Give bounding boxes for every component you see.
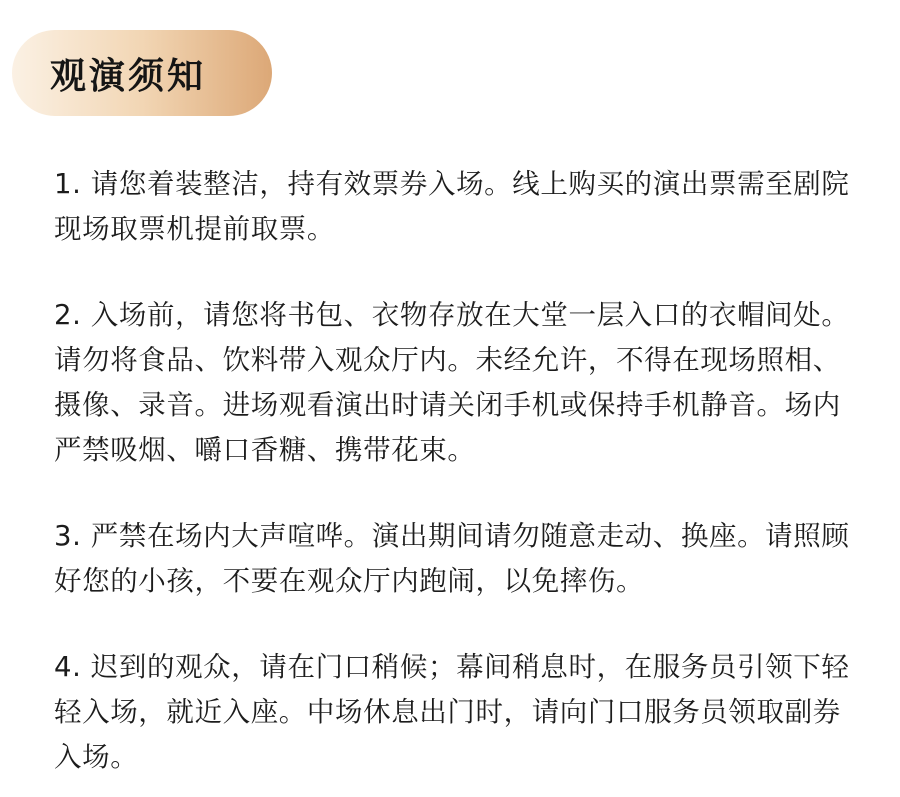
notice-item-4: 4. 迟到的观众，请在门口稍候；幕间稍息时，在服务员引领下轻轻入场，就近入座。中场休息出门时，请向门口服务员领取副券入场。 [54,651,850,773]
title-badge [12,30,272,116]
notice-item-1: 1. 请您着装整洁，持有效票券入场。线上购买的演出票需至剧院现场取票机提前取票。 [54,168,850,245]
notice-item-3: 3. 严禁在场内大声喧哗。演出期间请勿随意走动、换座。请照顾好您的小孩，不要在观众厅内跑闹，以免摔伤。 [54,520,850,597]
page-title: 观演须知 [50,55,207,97]
notice-item-2: 2. 入场前，请您将书包、衣物存放在大堂一层入口的衣帽间处。请勿将食品、饮料带入观众厅内。未经允许，不得在现场照相、摄像、录音。进场观看演出时请关闭手机或保持手机静音。场内严禁吸烟、嚼口香糖、携带花束。 [54,299,850,466]
notice-list [54,162,854,780]
